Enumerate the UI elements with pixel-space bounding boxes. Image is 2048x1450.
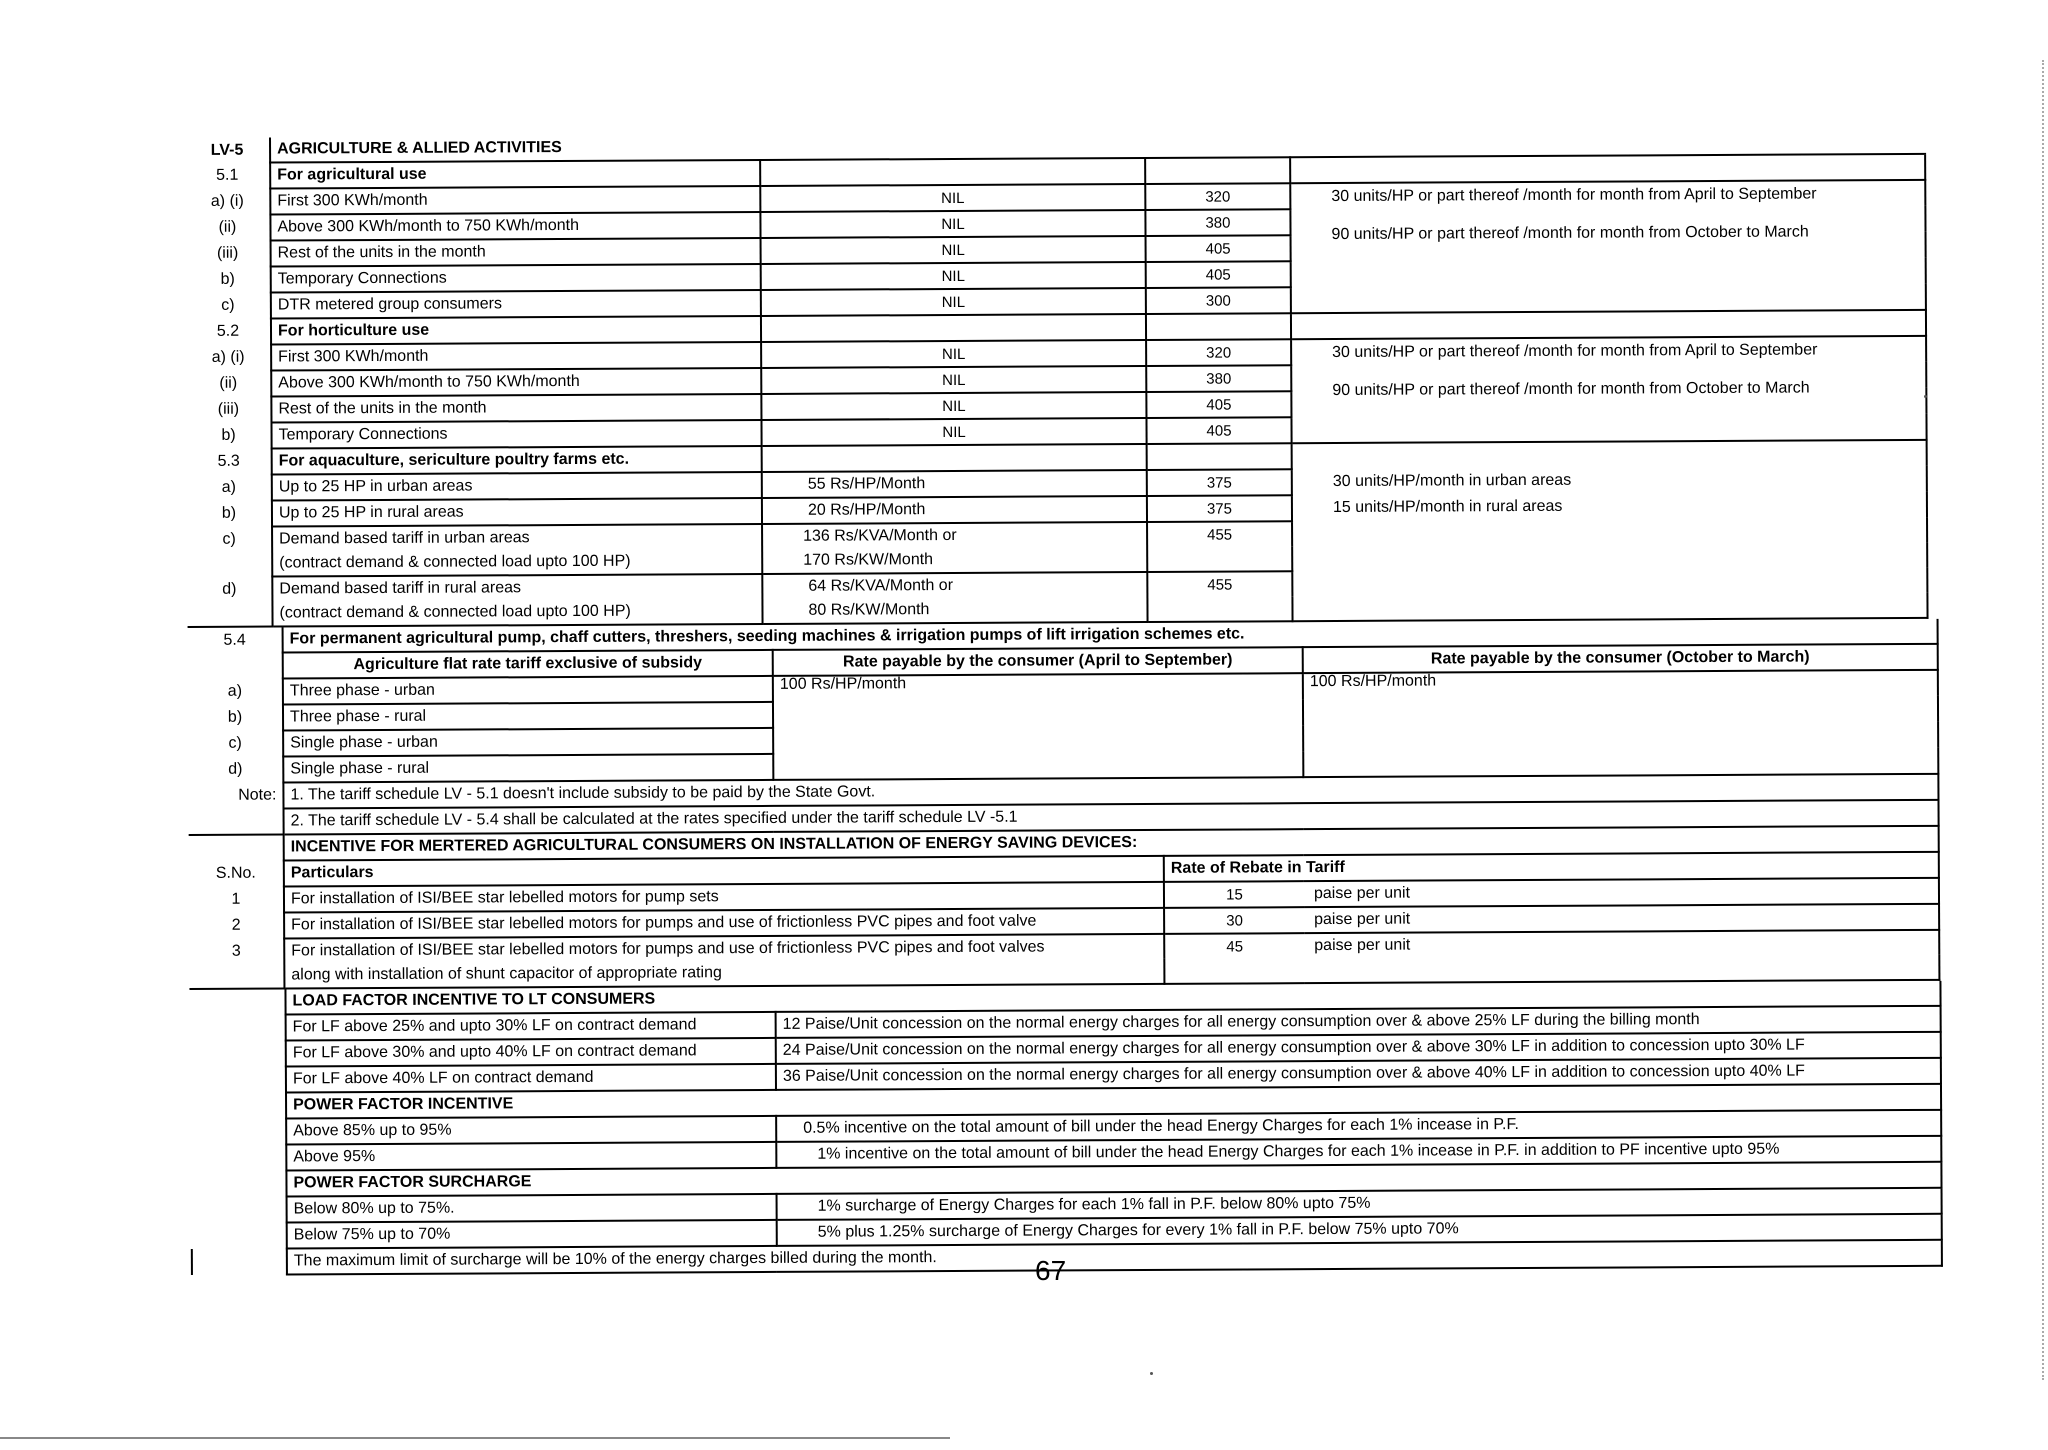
note-label: Note: — [238, 786, 277, 804]
energy-charge: 455 — [1147, 521, 1292, 547]
scan-speck — [1924, 395, 1927, 398]
row-number: 2 — [231, 916, 241, 934]
row-description: Demand based tariff in urban areas — [272, 524, 762, 552]
fixed-charge: NIL — [761, 366, 1146, 394]
fixed-charge: NIL — [761, 236, 1146, 264]
energy-charge: 405 — [1146, 235, 1291, 262]
sno-header: S.No. — [215, 864, 256, 882]
row-description: DTR metered group consumers — [271, 290, 761, 319]
remark: 15 units/HP/month in rural areas — [1292, 492, 1927, 521]
row-description: For installation of ISI/BEE star lebelled motors for pumps and use of frictionless PVC pipes and foot valves — [284, 934, 1164, 964]
remark: 30 units/HP or part thereof /month for month from April to September — [1290, 180, 1925, 209]
pf-condition: Above 95% — [286, 1142, 776, 1171]
energy-charge: 320 — [1145, 183, 1290, 210]
scan-edge-line — [0, 1437, 950, 1439]
pf-benefit: 0.5% incentive on the total amount of bill under the head Energy Charges for each 1% incease in P.F. — [776, 1110, 1941, 1142]
energy-charge: 380 — [1146, 365, 1291, 392]
lf-title: LOAD FACTOR INCENTIVE TO LT CONSUMERS — [285, 981, 1940, 1015]
fixed-charge: 55 Rs/HP/Month — [762, 470, 1147, 498]
lf-condition: For LF above 40% LF on contract demand — [286, 1064, 776, 1093]
row-description: Rest of the units in the month — [271, 238, 761, 267]
tariff-table — [185, 129, 1929, 628]
section-number: 5.1 — [216, 166, 239, 184]
fixed-charge: NIL — [761, 340, 1146, 368]
energy-charge: 405 — [1146, 391, 1291, 418]
section-number: 5.3 — [217, 452, 240, 470]
fixed-charge: NIL — [760, 184, 1145, 212]
section-heading: For horticulture use — [271, 316, 761, 345]
lf-benefit: 12 Paise/Unit concession on the normal energy charges for all energy consumption over & above 25% LF during the billing month — [776, 1006, 1941, 1038]
row-description: First 300 KWh/month — [271, 342, 761, 371]
lf-benefit: 36 Paise/Unit concession on the normal energy charges for all energy consumption over & above 40% LF in addition to concession upto 40% LF — [776, 1058, 1941, 1090]
energy-charge: 375 — [1147, 495, 1292, 522]
row-description: Up to 25 HP in rural areas — [272, 498, 762, 527]
remark: 90 units/HP or part thereof /month for month from October to March — [1291, 362, 1926, 417]
pf-benefit: 1% incentive on the total amount of bill under the head Energy Charges for each 1% incease in P.F. in addition to PF incentive upto 95% — [776, 1136, 1941, 1168]
row-description: First 300 KWh/month — [270, 186, 760, 215]
rebate-unit: paise per unit — [1304, 878, 1939, 907]
section-number: 5.4 — [223, 631, 246, 649]
row-description: Single phase - urban — [283, 728, 773, 757]
pf-condition: Below 80% up to 75%. — [287, 1194, 777, 1223]
fixed-charge: 64 Rs/KVA/Month or — [762, 572, 1147, 599]
fixed-charge: NIL — [761, 288, 1146, 316]
energy-saving-incentive-table — [189, 827, 1941, 990]
column-header: Agriculture flat rate tariff exclusive of subsidy — [283, 650, 773, 679]
section-heading: For agricultural use — [270, 160, 760, 189]
pf-condition: Below 75% up to 70% — [287, 1220, 777, 1249]
fixed-charge-alt: 170 Rs/KW/Month — [762, 547, 1147, 574]
fixed-charge: NIL — [761, 418, 1146, 446]
scan-speck — [1150, 1372, 1153, 1375]
fixed-charge: NIL — [760, 210, 1145, 238]
column-header: Rate payable by the consumer (April to September) — [773, 647, 1303, 676]
row-number: b) — [221, 426, 236, 444]
energy-charge: 455 — [1147, 571, 1292, 597]
page-number: 67 — [1035, 1255, 1067, 1286]
section-heading: For aquaculture, sericulture poultry farms etc. — [272, 446, 762, 475]
row-number: (ii) — [218, 218, 237, 236]
row-number: b) — [227, 708, 243, 726]
row-number: d) — [228, 760, 243, 778]
row-description: Temporary Connections — [271, 264, 761, 293]
row-description: Single phase - rural — [283, 754, 773, 783]
schedule-code: LV-5 — [210, 141, 244, 159]
row-number: c) — [221, 296, 235, 314]
tariff-sheet — [185, 129, 1931, 1276]
energy-charge: 375 — [1147, 469, 1292, 496]
row-number: a) (i) — [211, 348, 245, 366]
row-number: b) — [221, 504, 237, 522]
fixed-charge: 20 Rs/HP/Month — [762, 496, 1147, 524]
surcharge-limit: The maximum limit of surcharge will be 10% of the energy charges billed during the month. — [287, 1240, 1942, 1275]
row-number: a) — [227, 682, 243, 700]
row-number: a) (i) — [210, 192, 244, 210]
lf-condition: For LF above 30% and upto 40% LF on contract demand — [286, 1038, 776, 1067]
lf-condition: For LF above 25% and upto 30% LF on contract demand — [286, 1012, 776, 1041]
pf-surcharge: 1% surcharge of Energy Charges for each 1% fall in P.F. below 80% upto 75% — [777, 1188, 1942, 1220]
schedule-title: AGRICULTURE & ALLIED ACTIVITIES — [270, 129, 1925, 163]
row-description: For installation of ISI/BEE star lebelled motors for pump sets — [284, 882, 1164, 913]
row-description: Up to 25 HP in urban areas — [272, 472, 762, 501]
pf-surcharge-title: POWER FACTOR SURCHARGE — [286, 1162, 1941, 1197]
row-description: Above 300 KWh/month to 750 KWh/month — [271, 368, 761, 397]
remark: 90 units/HP or part thereof /month for month from October to March — [1290, 206, 1925, 261]
note-2: 2. The tariff schedule LV - 5.4 shall be calculated at the rates specified under the tariff schedule LV -5.1 — [284, 800, 1939, 835]
remark: 30 units/HP or part thereof /month for month from April to September — [1291, 336, 1926, 365]
row-description-cont: along with installation of shunt capacitor of appropriate rating — [284, 959, 1164, 989]
row-number: c) — [222, 530, 236, 548]
row-description: Three phase - urban — [283, 676, 773, 705]
row-description-cont: (contract demand & connected load upto 100 HP) — [272, 549, 762, 577]
fixed-charge: 136 Rs/KVA/Month or — [762, 522, 1147, 549]
energy-charge: 300 — [1146, 287, 1291, 314]
rebate-unit: paise per unit — [1304, 930, 1939, 958]
energy-charge: 405 — [1146, 261, 1291, 288]
pf-incentive-title: POWER FACTOR INCENTIVE — [286, 1084, 1941, 1119]
energy-charge: 320 — [1146, 339, 1291, 366]
lf-benefit: 24 Paise/Unit concession on the normal energy charges for all energy consumption over & above 30% LF in addition to concession upto 30% LF — [776, 1032, 1941, 1064]
column-header: Rate payable by the consumer (October to March) — [1303, 644, 1938, 673]
row-number: (iii) — [216, 244, 239, 262]
rate-oct-mar: 100 Rs/HP/month — [1303, 670, 1938, 699]
energy-charge: 380 — [1145, 209, 1290, 236]
row-description: Rest of the units in the month — [271, 394, 761, 423]
remark: 30 units/HP/month in urban areas — [1292, 466, 1927, 495]
pf-condition: Above 85% up to 95% — [286, 1116, 776, 1145]
section-number: 5.2 — [216, 322, 240, 340]
rebate-rate: 45 — [1226, 937, 1244, 956]
row-description: Temporary Connections — [271, 420, 761, 449]
row-description-cont: (contract demand & connected load upto 100 HP) — [272, 599, 762, 627]
row-description: For installation of ISI/BEE star lebelled motors for pumps and use of frictionless PVC pipes and foot valve — [284, 908, 1164, 939]
rebate-unit: paise per unit — [1304, 904, 1939, 933]
fixed-charge: NIL — [761, 262, 1146, 290]
row-description: Three phase - rural — [283, 702, 773, 731]
pf-surcharge: 5% plus 1.25% surcharge of Energy Charges for every 1% fall in P.F. below 75% upto 70% — [777, 1214, 1942, 1246]
incentive-title: INCENTIVE FOR MERTERED AGRICULTURAL CONSUMERS ON INSTALLATION OF ENERGY SAVING DEVICES: — [284, 827, 1939, 861]
rebate-rate: 30 — [1164, 907, 1304, 934]
row-number: (iii) — [217, 400, 240, 418]
section-heading: For permanent agricultural pump, chaff cutters, threshers, seeding machines & irrigation pumps of lift irrigation schemes etc. — [283, 619, 1938, 653]
row-description: Demand based tariff in rural areas — [272, 574, 762, 602]
rebate-header: Rate of Rebate in Tariff — [1164, 852, 1939, 882]
row-description: Above 300 KWh/month to 750 KWh/month — [270, 212, 760, 241]
particulars-header: Particulars — [284, 856, 1164, 887]
lf-pf-table — [189, 981, 1942, 1276]
note-1: 1. The tariff schedule LV - 5.1 doesn't include subsidy to be paid by the State Govt. — [283, 774, 1938, 809]
row-number: (ii) — [219, 374, 238, 392]
fixed-charge-alt: 80 Rs/KW/Month — [762, 597, 1147, 624]
row-number: 1 — [231, 890, 241, 908]
scan-edge-dots — [2042, 60, 2044, 1380]
energy-charge: 405 — [1146, 417, 1291, 444]
row-number: b) — [220, 270, 235, 288]
section-5-4-table — [188, 619, 1940, 836]
rate-apr-sep: 100 Rs/HP/month — [773, 673, 1303, 702]
row-number: c) — [228, 734, 242, 752]
fixed-charge: NIL — [761, 392, 1146, 420]
row-number: a) — [221, 478, 236, 496]
row-number: d) — [222, 580, 237, 598]
row-number: 3 — [231, 942, 241, 960]
rebate-rate: 15 — [1164, 881, 1304, 908]
